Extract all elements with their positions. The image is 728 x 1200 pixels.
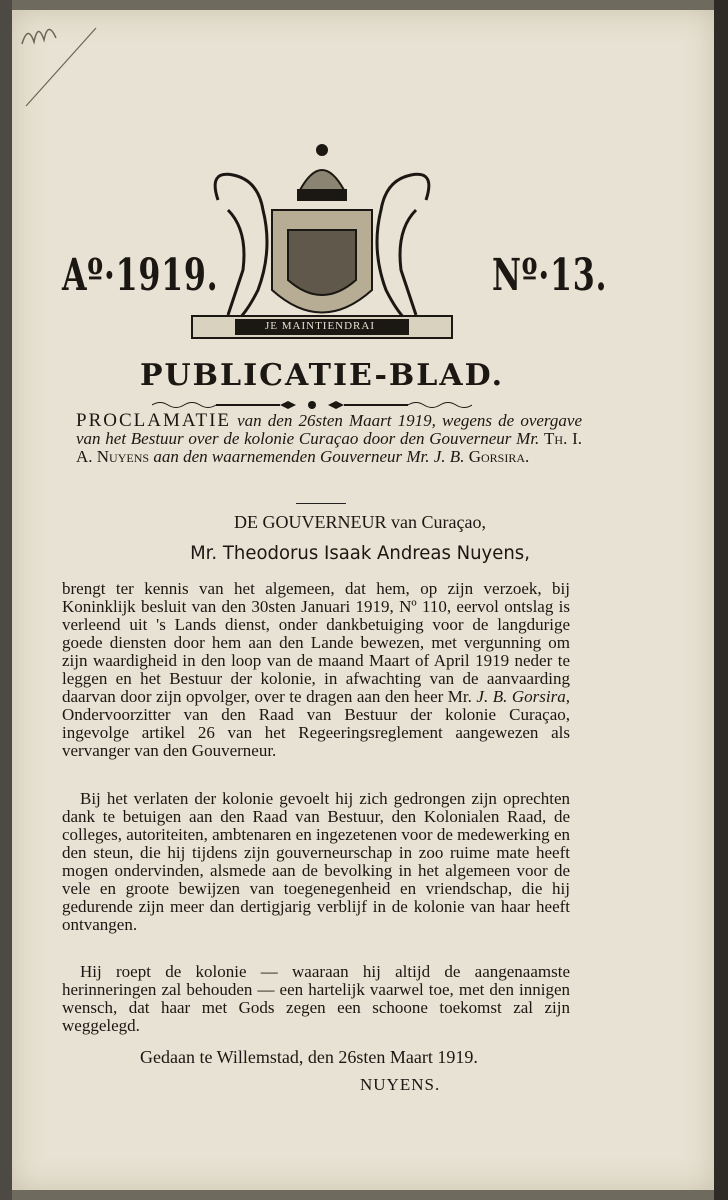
coat-of-arms-icon <box>188 140 456 350</box>
proclamation-label: PROCLAMATIE <box>76 410 232 431</box>
motto-banner: JE MAINTIENDRAI <box>264 320 375 332</box>
proclamation-name-1: Th. I. A. Nuyens <box>76 429 582 466</box>
page-edge <box>714 0 728 1200</box>
paragraph-1 <box>62 580 570 760</box>
proclamation-text-1: van den 26sten Maart 1919, wegens de overgave van het Bestuur over de kolonie Curaçao door den Gouverneur Mr. <box>76 411 582 448</box>
proclamation-heading <box>76 412 582 466</box>
year-label: Aº·1919. <box>62 250 219 301</box>
paragraph-1-text-b: Ondervoorzitter van den Raad van Bestuur der kolonie Curaçao, ingevolge artikel 26 van het Regeeringsreglement aangewezen als vervanger van den Gouverneur. <box>62 705 570 760</box>
divider-rule <box>296 503 346 504</box>
paragraph-1-name: J. B. Gorsira, <box>476 687 570 706</box>
pencil-mark-icon <box>18 14 98 114</box>
proclamation-text-2: aan den waarnemenden Gouverneur Mr. J. B. <box>149 447 469 466</box>
paragraph-1-text-a: brengt ter kennis van het algemeen, dat hem, op zijn verzoek, bij Koninklijk besluit van den 30sten Januari 1919, Nº 110, eervol ontslag is verleend uit 's Lands dienst, onder dankbetuiging voor de langdurige goede diensten door hem aan den Lande bewezen, met vergunning om zijn waardigheid in den loop van de maand Maart of April 1919 neder te leggen en het Bestuur der kolonie, in afwachting van de aanvaarding daarvan door zijn opvolger, over te dragen aan den heer Mr. <box>62 579 570 706</box>
signature: NUYENS. <box>360 1075 441 1094</box>
proclamation-name-2: Gorsira. <box>468 447 530 466</box>
paragraph-2: Bij het verlaten der kolonie gevoelt hij zich gedrongen zijn oprechten dank te betuigen aan den Raad van Bestuur, den Kolonialen Raad, de colleges, autoriteiten, ambtenaren en ingezetenen voor de medewerking en den steun, die hij tijdens zijn gouverneurschap in zoo ruime mate heeft mogen ondervinden, alsmede aan de bevolking in het algemeen voor de vele en groote bewijzen van toegenegenheid en vriendschap, die hij gedurende zijn meer dan dertigjarig verblijf in de kolonie van haar heeft ontvangen. <box>62 789 570 934</box>
governor-heading: DE GOUVERNEUR van Curaçao, <box>234 512 486 532</box>
governor-name: Mr. Theodorus Isaak Andreas Nuyens, <box>190 542 530 564</box>
page-title: PUBLICATIE-BLAD. <box>139 358 505 393</box>
place-date: Gedaan te Willemstad, den 26sten Maart 1919. <box>140 1047 478 1067</box>
issue-number: Nº·13. <box>492 250 608 301</box>
binding-gutter <box>0 0 12 1200</box>
paragraph-3: Hij roept de kolonie — waaraan hij altijd de aangenaamste herinneringen zal behouden — een hartelijk vaarwel toe, met den innigen wensch, dat haar met Gods zegen een schoone toekomst zal zijn weggelegd. <box>62 962 570 1035</box>
